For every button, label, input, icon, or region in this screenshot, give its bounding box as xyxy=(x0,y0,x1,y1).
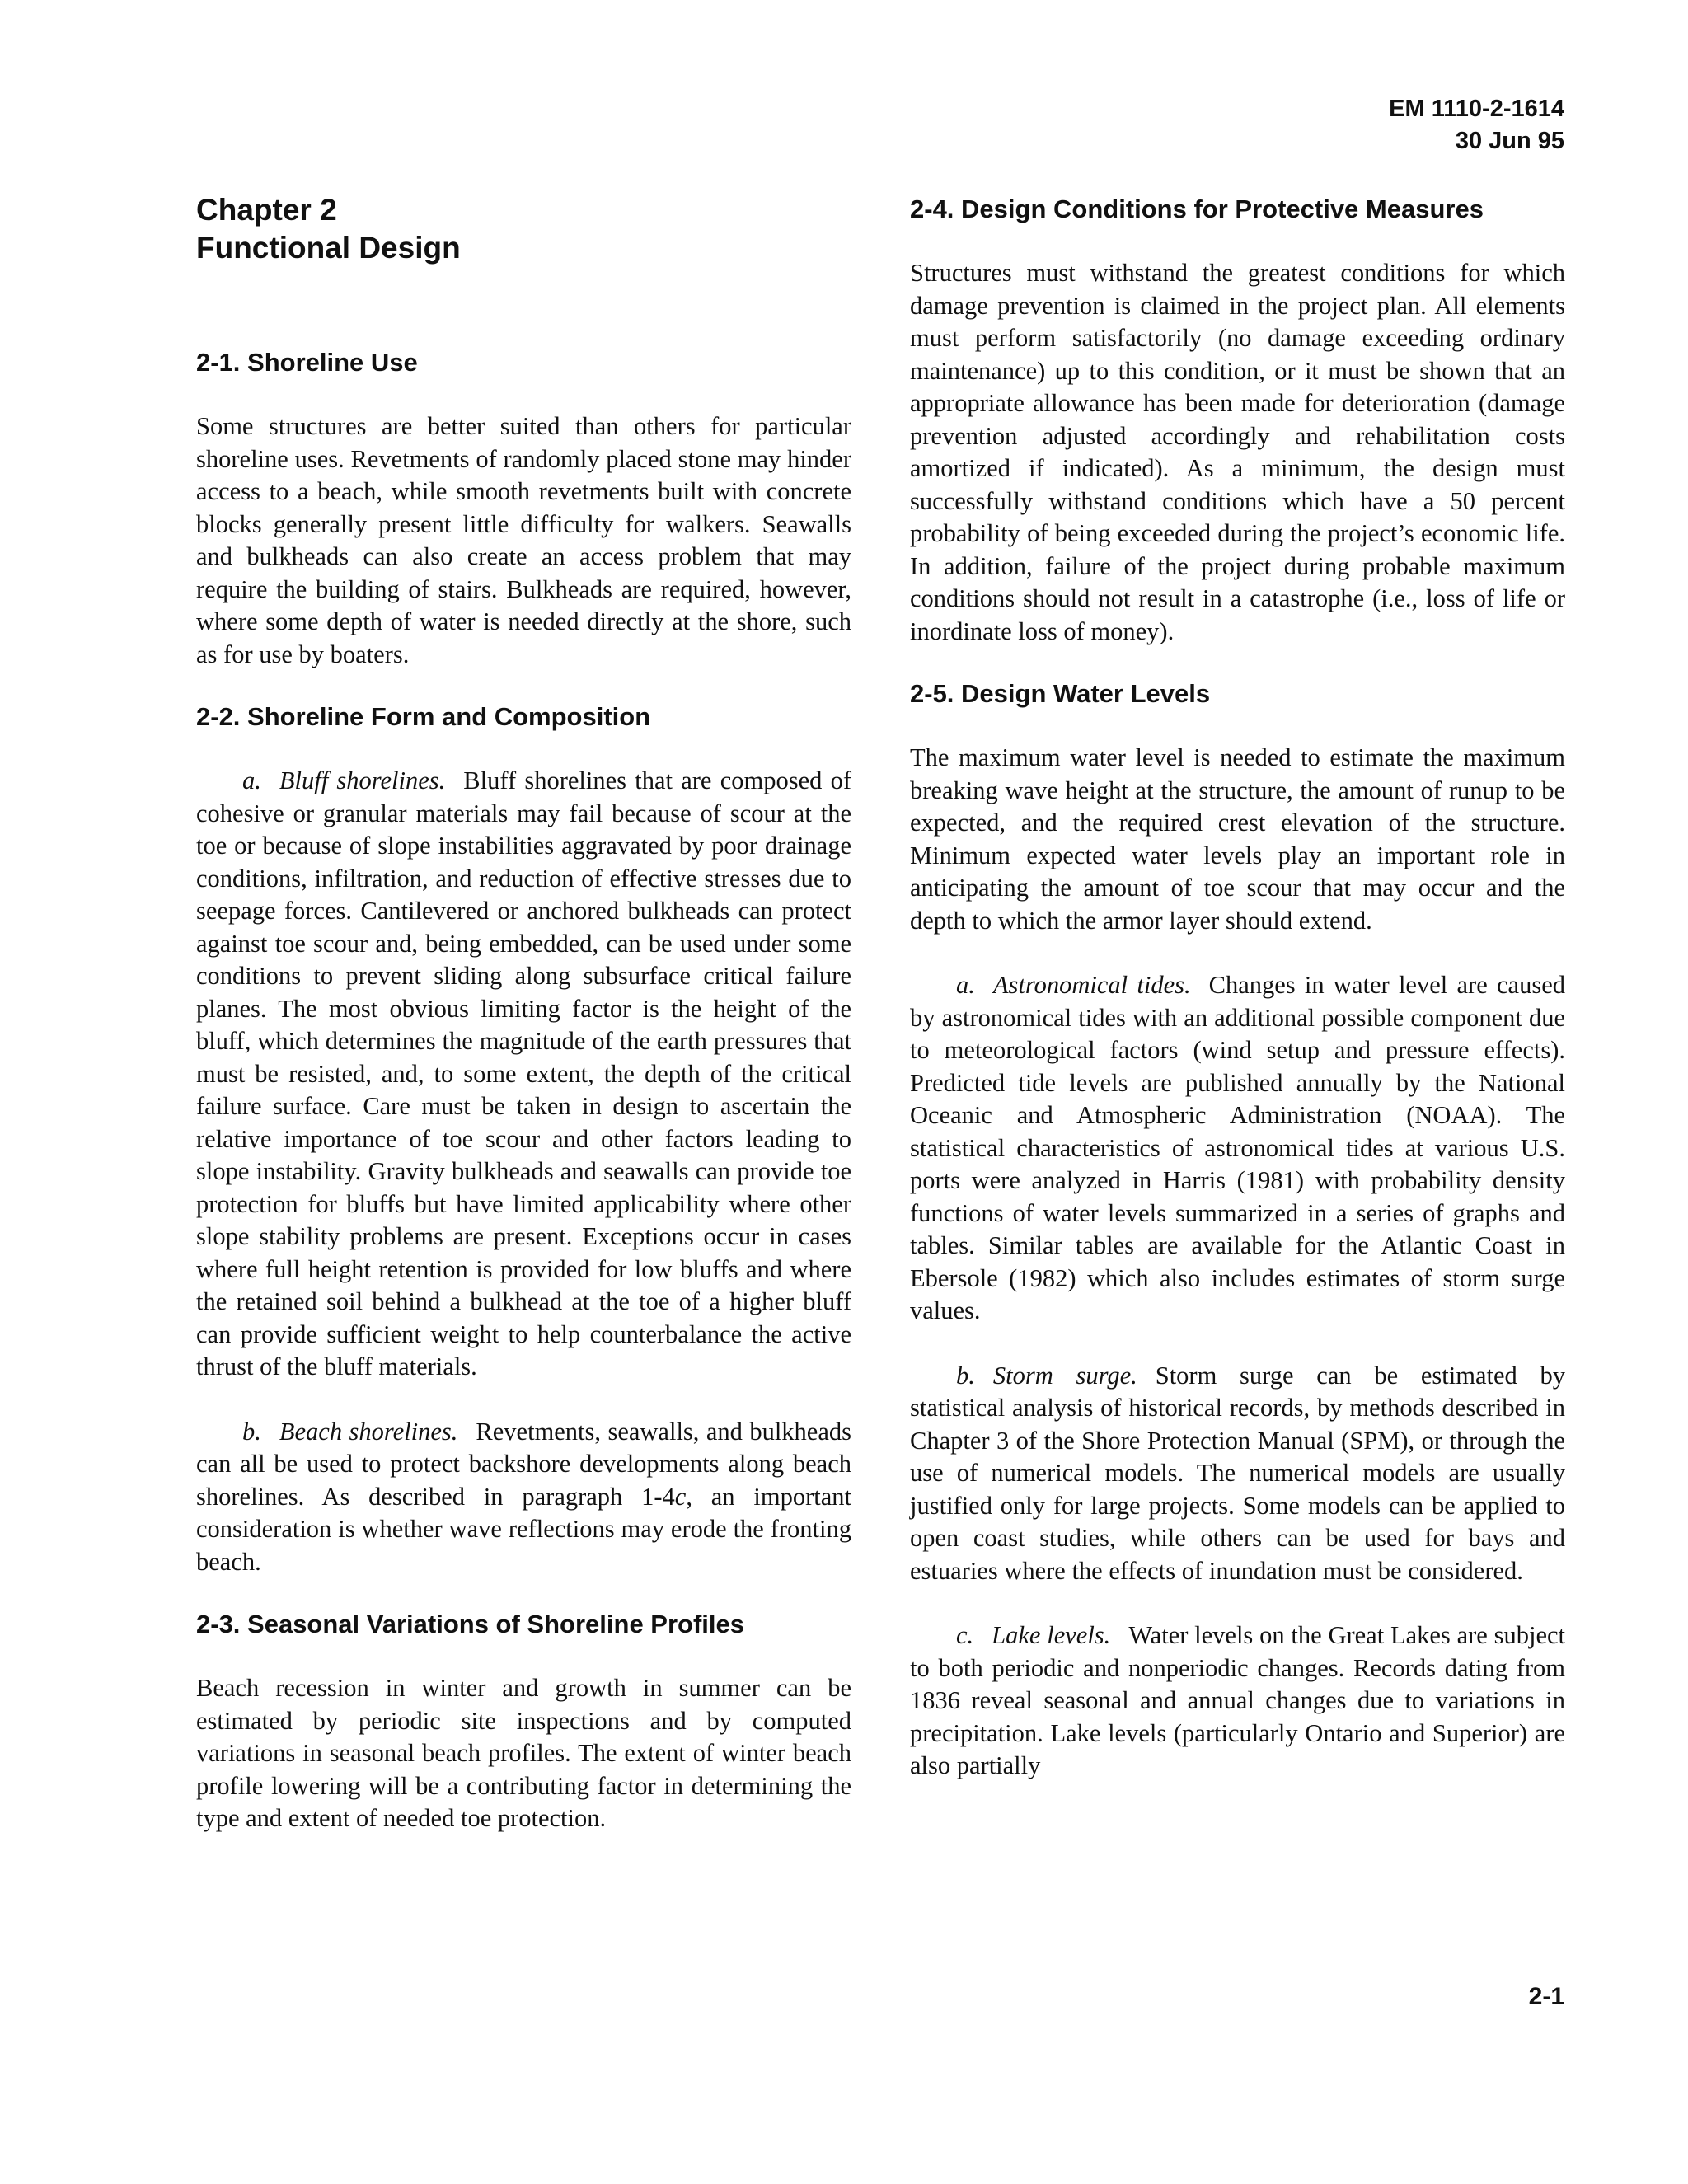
subpara-text-before: Revetments, seawalls, and bulkheads can all be used to protect backshore developments along beach shorelines. As described in paragraph 1-4 xyxy=(196,1417,851,1511)
section-2-4-text: Structures must withstand the greatest conditions for which damage prevention is claimed in the project plan. All elements must perform satisfactorily (no damage exceeding ordinary maintenance) up to this condition, or it must be shown that an appropriate allowance has been made for deterioration (damage prevention adjusted accordingly and rehabilitation costs amortized if indicated). As a minimum, the design must successfully withstand conditions which have a 50 percent probability of being exceeded during the project’s economic life. In addition, failure of the project during probable maximum conditions should not result in a catastrophe (i.e., loss of life or inordinate loss of money). xyxy=(910,259,1565,645)
subpara-text: Bluff shorelines that are composed of cohesive or granular materials may fail because of scour at the toe or because of slope instabilities aggravated by poor drainage conditions, infiltration, and reduction of effective stresses due to seepage forces. Cantilevered or anchored bulkheads can protect against toe scour and, being embedded, can be used under some conditions to prevent sliding along subsurface critical failure planes. The most obvious limiting factor is the height of the bluff, which determines the magnitude of the earth pressures that must be resisted, and, to some extent, the depth of the critical failure surface. Care must be taken in design to ascertain the relative importance of toe scour and other factors leading to slope instability. Gravity bulkheads and seawalls can provide toe protection for bluffs but have limited applicability where other slope stability problems are present. Exceptions occur in cases where full height retention is provided for low bluffs and where the retained soil behind a bulkhead at the toe of a higher bluff can provide sufficient weight to help counterbalance the active thrust of the bluff materials. xyxy=(196,766,851,1380)
subpara-letter: b. xyxy=(242,1417,261,1446)
subpara-title: Beach shorelines. xyxy=(279,1417,458,1446)
document-header xyxy=(1389,93,1564,157)
paragraph-2-5-c xyxy=(910,1619,1565,1783)
section-heading-2-3: 2-3. Seasonal Variations of Shoreline Profiles xyxy=(196,1610,745,1638)
section-heading-2-4: 2-4. Design Conditions for Protective Measures xyxy=(910,194,1484,223)
subpara-text: Water levels on the Great Lakes are subject to both periodic and nonperiodic changes. Records dating from 1836 reveal seasonal and annual changes due to variations in precipitation. Lake levels (particularly Ontario and Superior) are also partially xyxy=(910,1621,1565,1779)
subpara-letter: b. xyxy=(956,1361,975,1390)
section-2-3-text: Beach recession in winter and growth in summer can be estimated by periodic site inspections and by computed variations in seasonal beach profiles. The extent of winter beach profile lowering will be a contributing factor in determining the type and extent of needed toe protection. xyxy=(196,1674,851,1832)
paragraph-2-2-a xyxy=(196,765,851,1384)
paragraph-2-2-b xyxy=(196,1416,851,1579)
subpara-title: Bluff shorelines. xyxy=(279,766,446,794)
section-2-1-text: Some structures are better suited than others for particular shoreline uses. Revetments of randomly placed stone may hinder access to a beach, while smooth revetments built with concrete blocks generally present little difficulty for walkers. Seawalls and bulkheads can also create an access problem that may require the building of stairs. Bulkheads are required, however, where some depth of water is needed directly at the shore, such as for use by boaters. xyxy=(196,412,851,668)
section-heading-2-2: 2-2. Shoreline Form and Composition xyxy=(196,702,651,731)
subpara-letter: a. xyxy=(956,971,975,999)
subpara-title: Astronomical tides. xyxy=(992,971,1191,999)
chapter-number: Chapter 2 xyxy=(196,193,337,227)
subpara-letter: a. xyxy=(242,766,261,794)
paragraph-2-5-b xyxy=(910,1360,1565,1588)
paragraph-reference-letter: c xyxy=(674,1482,687,1511)
section-heading-2-5: 2-5. Design Water Levels xyxy=(910,679,1211,708)
section-heading-2-1: 2-1. Shoreline Use xyxy=(196,348,418,377)
subpara-title: Storm surge. xyxy=(992,1361,1137,1390)
document-number: EM 1110-2-1614 xyxy=(1389,96,1564,122)
subpara-letter: c. xyxy=(956,1621,974,1649)
chapter-heading xyxy=(196,191,851,267)
chapter-title: Functional Design xyxy=(196,231,461,265)
subpara-text: Storm surge can be estimated by statistical analysis of historical records, by methods described in Chapter 3 of the Shore Protection Manual (SPM), or through the use of numerical models. The numerical models are usually justified only for large projects. Some models can be applied to open coast studies, while others can be used for bays and estuaries where the effects of inundation must be considered. xyxy=(910,1361,1565,1585)
paragraph-2-5-a xyxy=(910,969,1565,1328)
document-date: 30 Jun 95 xyxy=(1455,128,1564,154)
subpara-text-after: , an important consideration is whether wave reflections may erode the fronting beach. xyxy=(196,1482,851,1576)
subpara-title: Lake levels. xyxy=(992,1621,1111,1649)
left-column xyxy=(196,191,851,1835)
page-number: 2-1 xyxy=(1528,1983,1564,2010)
section-2-5-text: The maximum water level is needed to estimate the maximum breaking wave height at the structure, the amount of runup to be expected, and the required crest elevation of the structure. Minimum expected water levels play an important role in anticipating the amount of toe scour that may occur and the depth to which the armor layer should extend. xyxy=(910,743,1565,935)
subpara-text: Changes in water level are caused by astronomical tides with an additional possible component due to meteorological factors (wind setup and pressure effects). Predicted tide levels are published annually by the National Oceanic and Atmospheric Administration (NOAA). The statistical characteristics of astronomical tides at various U.S. ports were analyzed in Harris (1981) with probability density functions of water levels summarized in a series of graphs and tables. Similar tables are available for the Atlantic Coast in Ebersole (1982) which also includes estimates of storm surge values. xyxy=(910,971,1565,1324)
right-column xyxy=(910,191,1565,1783)
